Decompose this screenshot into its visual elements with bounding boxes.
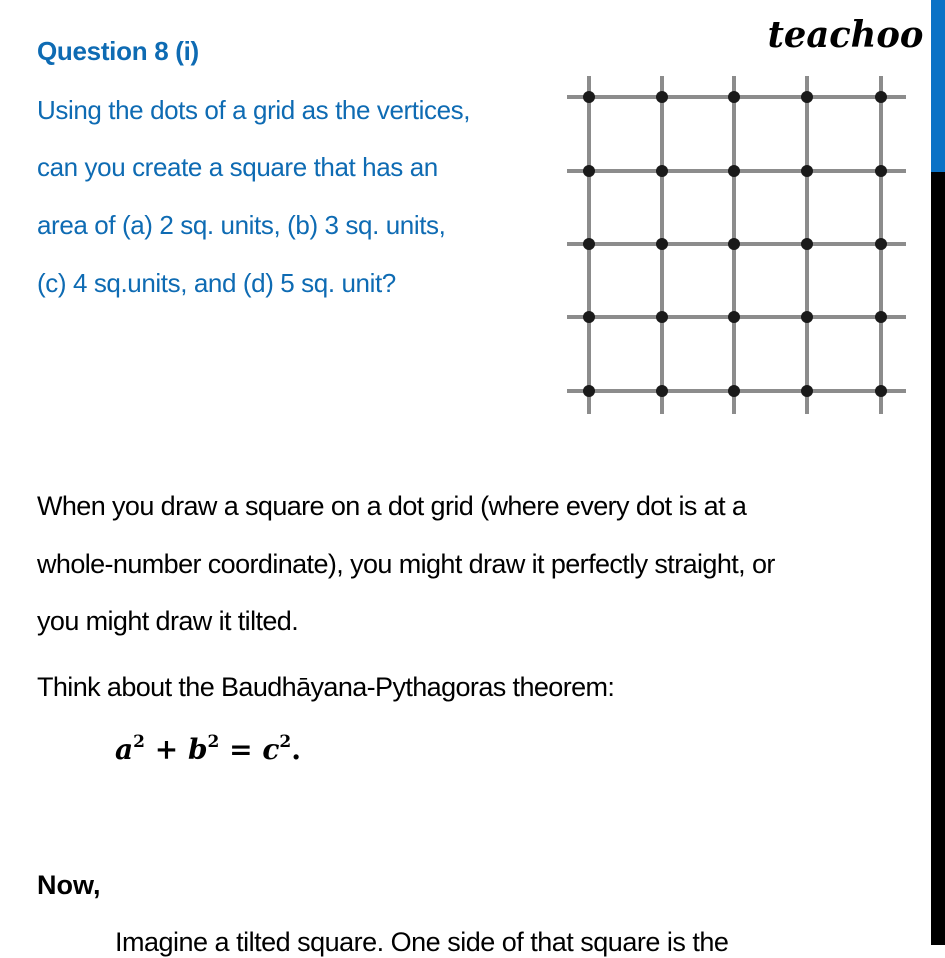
eq-c: c — [262, 733, 280, 766]
eq-a-exp: 2 — [133, 732, 145, 752]
eq-b-exp: 2 — [207, 732, 220, 752]
dot-grid-figure — [560, 70, 920, 420]
side-strip — [931, 0, 945, 945]
eq-end: . — [291, 733, 302, 766]
explanation-line-2: whole-number coordinate), you might draw it perfectly straight, or — [37, 549, 775, 579]
question-line-1: Using the dots of a grid as the vertices, — [37, 95, 471, 125]
clipped-explanation-line: Imagine a tilted square. One side of that square is the — [115, 927, 729, 957]
theorem-intro: Think about the Baudhāyana-Pythagoras theorem: — [37, 672, 615, 702]
question-title: Question 8 (i) — [37, 36, 199, 66]
question-line-2: can you create a square that has an — [37, 152, 438, 182]
explanation-line-3: you might draw it tilted. — [37, 606, 299, 636]
question-line-3: area of (a) 2 sq. units, (b) 3 sq. units, — [37, 210, 446, 240]
pythagoras-equation — [115, 733, 301, 766]
now-heading: Now, — [37, 870, 101, 900]
eq-a: a — [115, 733, 134, 766]
question-line-4: (c) 4 sq.units, and (d) 5 sq. unit? — [37, 268, 396, 298]
dot-grid-svg — [560, 70, 920, 420]
eq-b: b — [187, 733, 208, 766]
eq-c-exp: 2 — [279, 732, 292, 752]
eq-plus: + — [145, 733, 188, 766]
teachoo-logo: teachoo — [767, 14, 924, 56]
explanation-line-1: When you draw a square on a dot grid (where every dot is at a — [37, 491, 747, 521]
side-strip-accent — [931, 0, 945, 172]
eq-equals: = — [219, 733, 263, 766]
